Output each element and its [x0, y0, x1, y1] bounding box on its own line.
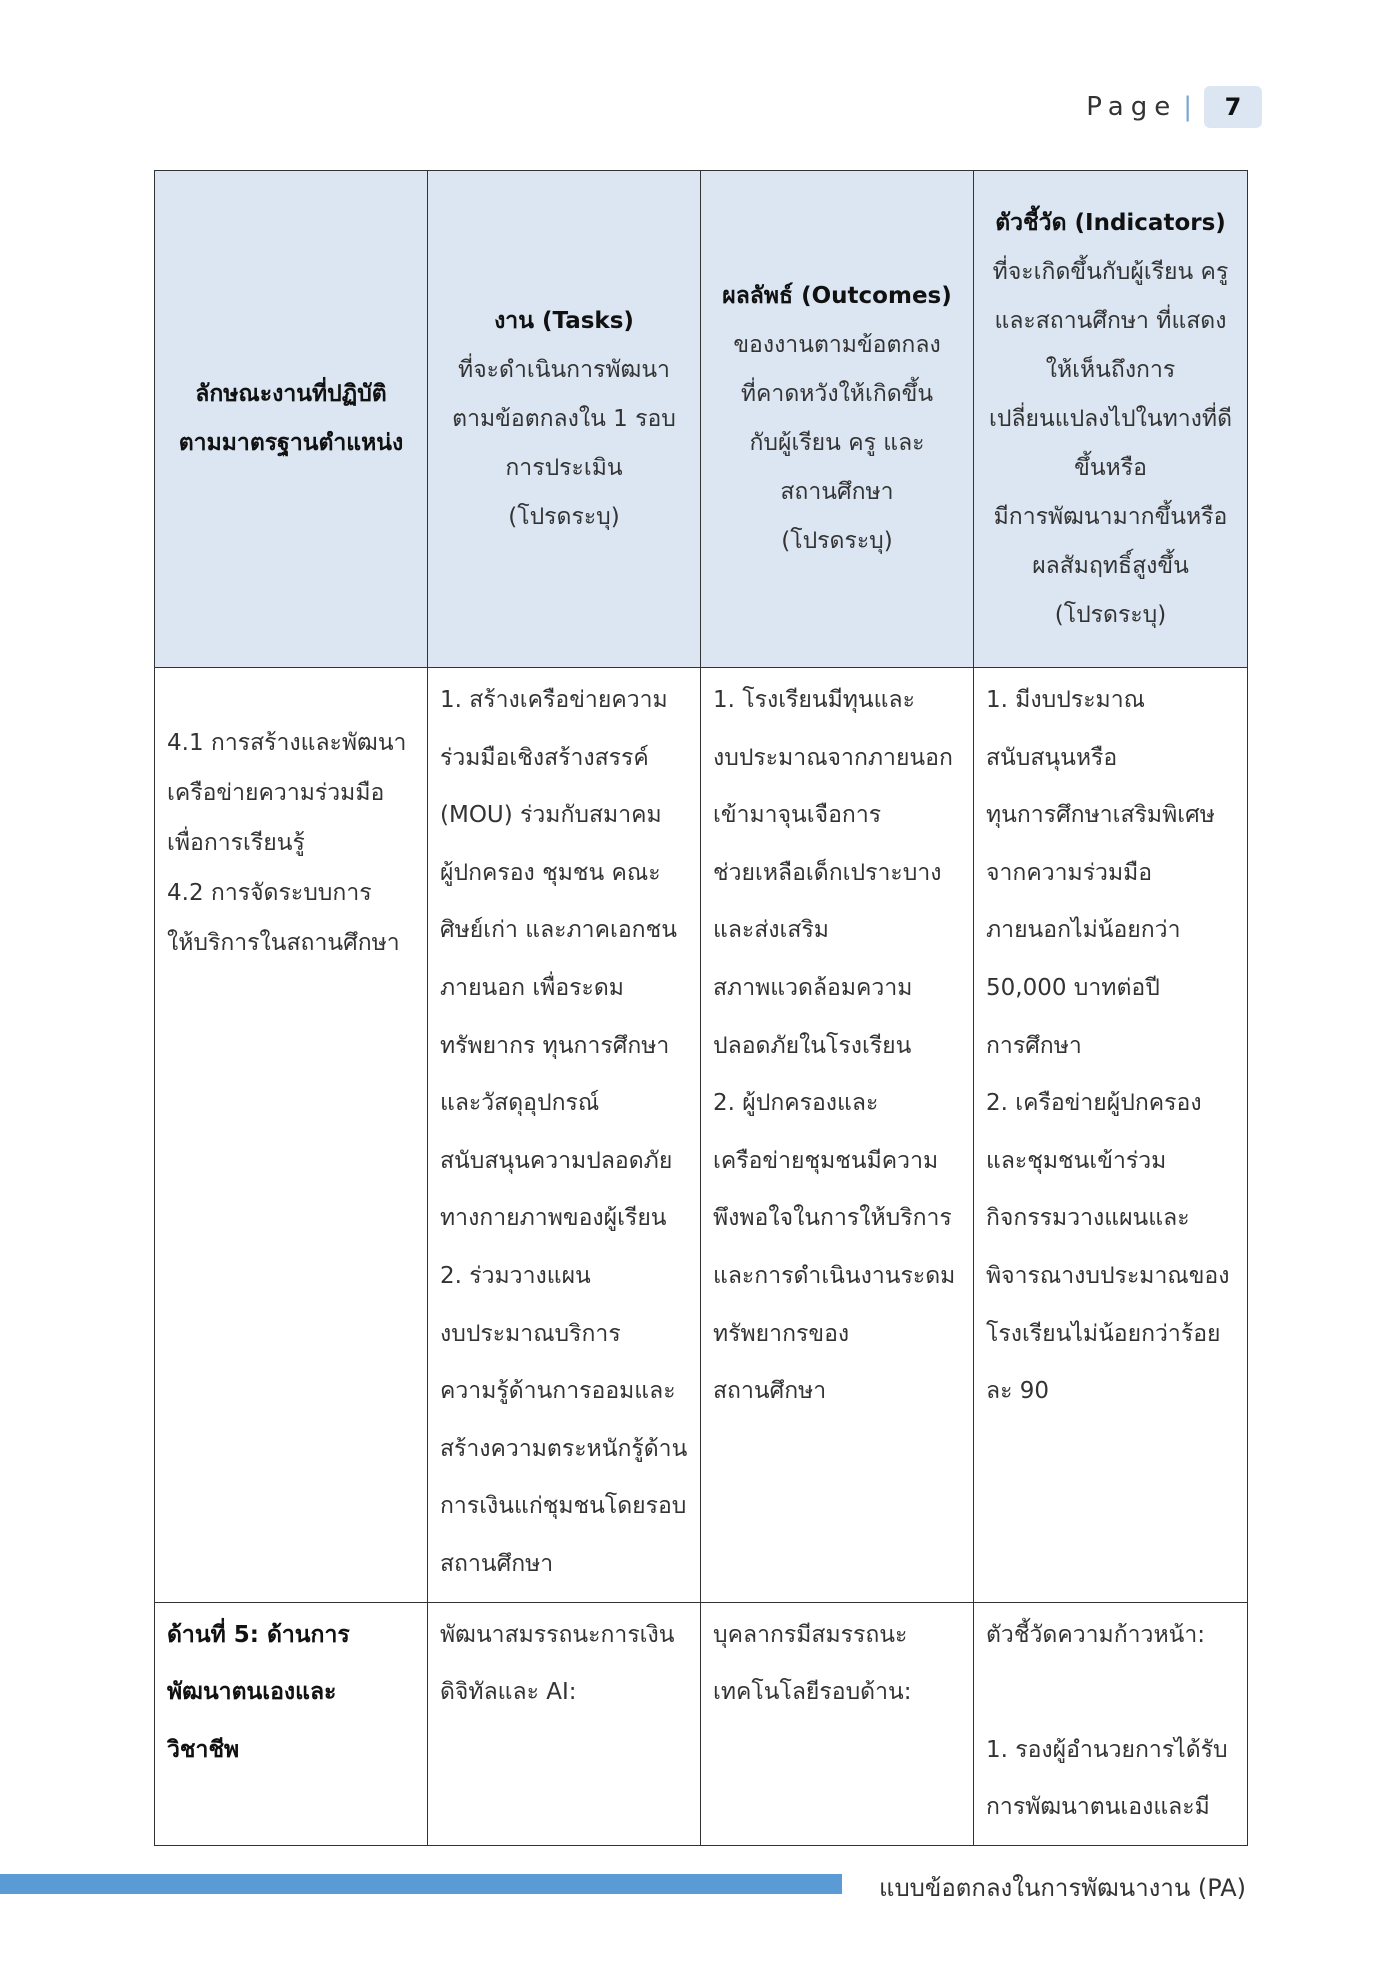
cell-line: เพื่อการเรียนรู้	[167, 830, 305, 856]
cell-line: สนับสนุนหรือ	[986, 744, 1118, 771]
page-number: 7	[1204, 86, 1262, 128]
header-line: และสถานศึกษา ที่แสดง	[994, 307, 1227, 334]
cell-line: และวัสดุอุปกรณ์	[440, 1090, 600, 1117]
footer-title: แบบข้อตกลงในการพัฒนางาน (PA)	[878, 1874, 1246, 1902]
header-line: การประเมิน	[505, 454, 623, 481]
cell-line: 1. โรงเรียนมีทุนและ	[713, 687, 915, 713]
page-separator: |	[1183, 92, 1192, 122]
header-line: ให้เห็นถึงการ	[1045, 356, 1176, 383]
cell-line: วิชาชีพ	[167, 1736, 240, 1763]
header-line: (โปรดระบุ)	[781, 528, 893, 554]
cell-line: 2. ผู้ปกครองและ	[713, 1090, 879, 1117]
cell-line: ศิษย์เก่า และภาคเอกชน	[440, 917, 677, 944]
header-line: (โปรดระบุ)	[1054, 601, 1167, 628]
cell-line: งบประมาณบริการ	[440, 1320, 621, 1347]
cell-line: สถานศึกษา	[713, 1378, 827, 1405]
header-line: ของงานตามข้อตกลง	[733, 332, 941, 358]
header-outcomes	[701, 171, 974, 668]
cell-line: 1. มีงบประมาณ	[986, 687, 1145, 713]
cell-line: และส่งเสริม	[713, 917, 829, 944]
header-tasks	[428, 171, 701, 668]
header-line: ผลสัมฤทธิ์สูงขึ้น	[1032, 552, 1189, 579]
table-cell-tasks	[428, 1602, 701, 1845]
cell-line: (MOU) ร่วมกับสมาคม	[440, 802, 662, 829]
cell-line: ตัวชี้วัดความก้าวหน้า:	[986, 1621, 1205, 1648]
cell-line: ทรัพยากร ทุนการศึกษา	[440, 1032, 670, 1059]
cell-line: 1. สร้างเครือข่ายความ	[440, 687, 668, 713]
cell-line: ดิจิทัลและ AI:	[440, 1679, 577, 1706]
cell-line: ความรู้ด้านการออมและ	[440, 1378, 676, 1405]
cell-line: ด้านที่ 5: ด้านการ	[167, 1621, 350, 1648]
pa-agreement-table	[154, 170, 1248, 1846]
cell-line: สภาพแวดล้อมความ	[713, 974, 913, 1001]
cell-line: เทคโนโลยีรอบด้าน:	[713, 1679, 912, 1706]
cell-line: 4.2 การจัดระบบการ	[167, 880, 372, 906]
header-line: ที่จะดำเนินการพัฒนา	[458, 356, 670, 383]
cell-line: การพัฒนาตนเองและมี	[986, 1794, 1210, 1821]
table-cell-indicators	[974, 668, 1248, 1603]
cell-line: ปลอดภัยในโรงเรียน	[713, 1032, 912, 1059]
header-line: ที่จะเกิดขึ้นกับผู้เรียน ครู	[992, 258, 1229, 285]
table-cell-indicators	[974, 1602, 1248, 1845]
cell-line: และชุมชนเข้าร่วม	[986, 1147, 1167, 1174]
cell-line: กิจกรรมวางแผนและ	[986, 1205, 1190, 1232]
table-cell-outcomes	[701, 1602, 974, 1845]
cell-line: พัฒนาสมรรถนะการเงิน	[440, 1621, 675, 1648]
footer-accent-bar	[0, 1874, 842, 1894]
header-indicators	[974, 171, 1248, 668]
table-cell-characteristics	[155, 668, 428, 1603]
cell-line: การเงินแก่ชุมชนโดยรอบ	[440, 1493, 687, 1520]
cell-line: ให้บริการในสถานศึกษา	[167, 930, 400, 956]
cell-line: โรงเรียนไม่น้อยกว่าร้อย	[986, 1320, 1221, 1347]
cell-line: ช่วยเหลือเด็กเปราะบาง	[713, 859, 942, 886]
cell-line: 50,000 บาทต่อปี	[986, 974, 1160, 1001]
header-line: ตัวชี้วัด (Indicators)	[995, 209, 1226, 236]
table-row	[155, 668, 1248, 1603]
table-cell-characteristics	[155, 1602, 428, 1845]
header-line: งาน (Tasks)	[494, 307, 634, 334]
table-header-row	[155, 171, 1248, 668]
table-cell-tasks	[428, 668, 701, 1603]
cell-line: ทรัพยากรของ	[713, 1320, 850, 1347]
cell-line: ทางกายภาพของผู้เรียน	[440, 1205, 667, 1232]
table-row	[155, 1602, 1248, 1845]
cell-line	[986, 1664, 1237, 1722]
cell-line: ร่วมมือเชิงสร้างสรรค์	[440, 744, 649, 771]
header-line: ที่คาดหวังให้เกิดขึ้น	[740, 381, 934, 407]
cell-line: ภายนอกไม่น้อยกว่า	[986, 917, 1181, 944]
page-header	[1086, 86, 1262, 128]
cell-line: พึงพอใจในการให้บริการ	[713, 1205, 952, 1232]
header-line: ตามข้อตกลงใน 1 รอบ	[452, 405, 676, 432]
cell-line: สร้างความตระหนักรู้ด้าน	[440, 1435, 688, 1462]
header-line: เปลี่ยนแปลงไปในทางที่ดี	[988, 405, 1233, 432]
cell-line: พิจารณางบประมาณของ	[986, 1262, 1230, 1289]
cell-line: เข้ามาจุนเจือการ	[713, 802, 882, 829]
page-label: Page	[1086, 92, 1178, 122]
header-line: ขึ้นหรือ	[1074, 454, 1147, 481]
header-line: (โปรดระบุ)	[508, 503, 620, 530]
cell-line: งบประมาณจากภายนอก	[713, 744, 953, 771]
header-line: มีการพัฒนามากขึ้นหรือ	[993, 503, 1228, 530]
cell-line: เครือข่ายความร่วมมือ	[167, 780, 385, 806]
cell-line: การศึกษา	[986, 1032, 1082, 1059]
cell-line: ทุนการศึกษาเสริมพิเศษ	[986, 802, 1215, 829]
cell-line: พัฒนาตนเองและ	[167, 1679, 337, 1706]
header-line: ผลลัพธ์ (Outcomes)	[722, 283, 952, 309]
cell-line: ผู้ปกครอง ชุมชน คณะ	[440, 859, 661, 886]
header-line: กับผู้เรียน ครู และ	[749, 430, 925, 456]
cell-line: สถานศึกษา	[440, 1550, 554, 1577]
header-line: ตามมาตรฐานตำแหน่ง	[178, 430, 404, 456]
header-work-characteristics	[155, 171, 428, 668]
cell-line: บุคลากรมีสมรรถนะ	[713, 1621, 908, 1648]
cell-line: ภายนอก เพื่อระดม	[440, 974, 624, 1001]
cell-line: ละ 90	[986, 1378, 1050, 1405]
cell-line: 2. ร่วมวางแผน	[440, 1262, 591, 1289]
table-cell-outcomes	[701, 668, 974, 1603]
cell-line: จากความร่วมมือ	[986, 859, 1153, 886]
header-line: สถานศึกษา	[780, 479, 894, 505]
cell-line: เครือข่ายชุมชนมีความ	[713, 1147, 939, 1174]
header-line: ลักษณะงานที่ปฏิบัติ	[195, 381, 387, 407]
cell-line: 1. รองผู้อำนวยการได้รับ	[986, 1736, 1228, 1763]
cell-line: สนับสนุนความปลอดภัย	[440, 1147, 673, 1174]
cell-line: และการดำเนินงานระดม	[713, 1262, 956, 1289]
cell-line: 4.1 การสร้างและพัฒนา	[167, 730, 407, 756]
cell-line: 2. เครือข่ายผู้ปกครอง	[986, 1090, 1202, 1117]
